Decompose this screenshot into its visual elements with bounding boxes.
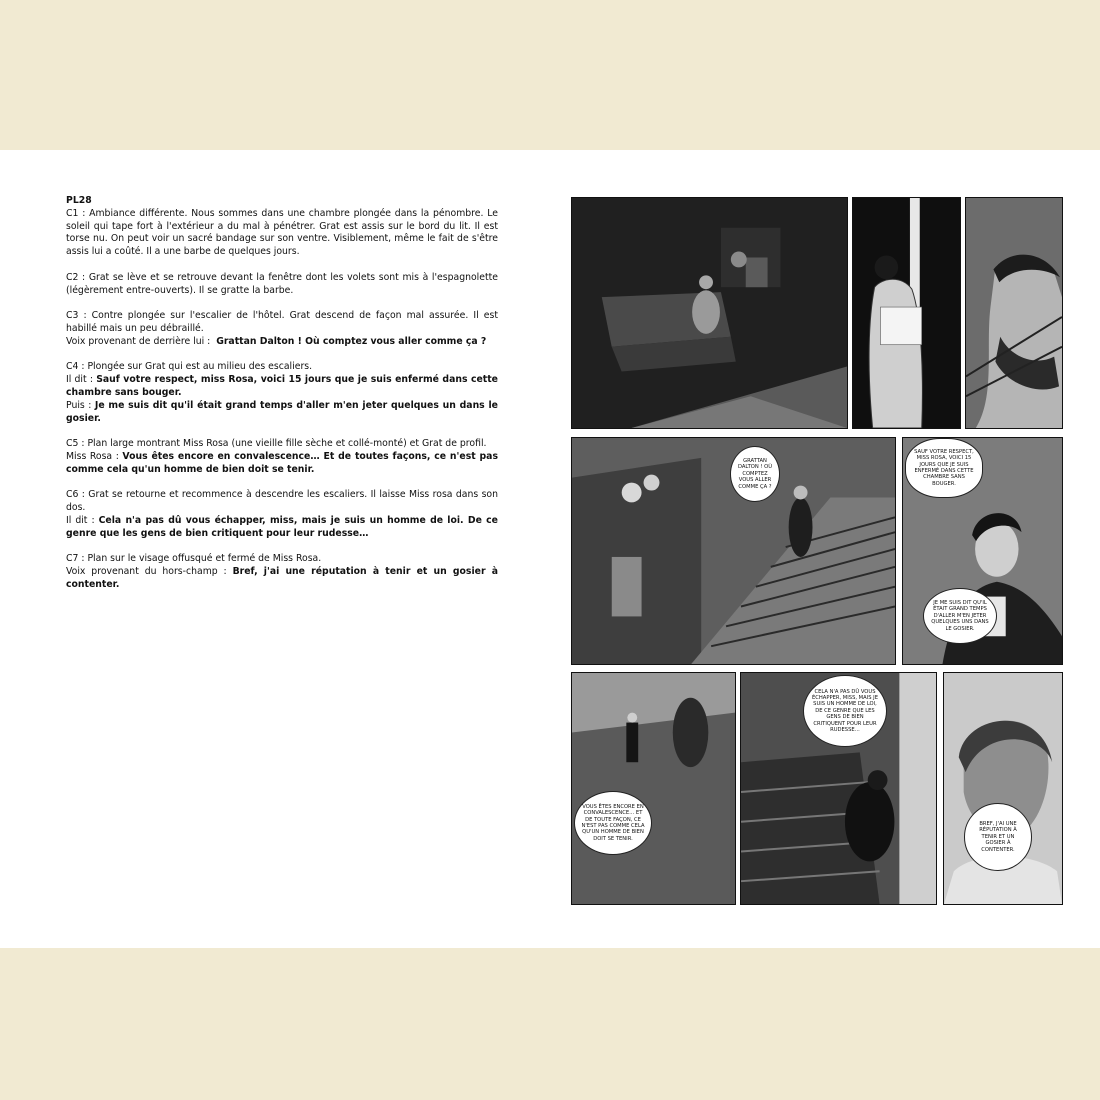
wide-shot-illustration <box>572 673 735 904</box>
panel-grat-leaving <box>740 672 937 905</box>
scene-c4-says-label: Il dit : <box>66 374 93 386</box>
scene-c4-dialogue-2: Je me suis dit qu'il était grand temps d'aller m'en jeter quelques un dans le gosier. <box>66 399 498 424</box>
scene-c5-dialogue: Vous êtes encore en convalescence… Et de toutes façons, ce n'est pas comme cela qu'un homme de bien doit se tenir. <box>66 450 498 475</box>
scene-c7-voice-label: Voix provenant du hors-champ : <box>66 566 227 578</box>
scene-c6 <box>66 489 498 540</box>
scene-c7-dialogue: Bref, j'ai une réputation à tenir et un gosier à contenter. <box>66 566 498 590</box>
bedroom-illustration <box>572 198 847 428</box>
panel-staircase <box>571 437 896 665</box>
scene-c6-says-label: Il dit : <box>66 514 95 526</box>
scene-c1: C1 : Ambiance différente. Nous sommes dans une chambre plongée dans la pénombre. Le soleil qui tape fort à l'extérieur a du mal à pénétrer. Grat est assis sur le bord du lit. Il est torse nu. On peut voir un sacré bandage sur son ventre. Visiblement, même le fait de s'être assis lui a coûté. Il a une barbe de quelques jours. <box>66 207 498 258</box>
panel-grat-closeup <box>902 437 1063 665</box>
page-title: PL28 <box>66 195 92 206</box>
scene-c4 <box>66 361 498 425</box>
panel-window <box>852 197 961 429</box>
face-illustration <box>966 198 1062 428</box>
scene-c4-desc: C4 : Plongée sur Grat qui est au milieu des escaliers. <box>66 361 313 373</box>
scene-c6-desc: C6 : Grat se retourne et recommence à descendre les escaliers. Il laisse Miss rosa dans son dos. <box>66 489 498 514</box>
speech-bubble-4: CELA N'A PAS DÛ VOUS ÉCHAPPER, MISS, MAIS JE SUIS UN HOMME DE LOI, DE CE GENRE QUE LES GENS DE BIEN CRITIQUENT POUR LEUR RUDESSE… <box>803 675 887 747</box>
scene-c3-dialogue: Grattan Dalton ! Où comptez vous aller comme ça ? <box>216 335 487 347</box>
scene-c7-desc: C7 : Plan sur le visage offusqué et fermé de Miss Rosa. <box>66 553 322 565</box>
scene-c5 <box>66 438 498 476</box>
panel-miss-rosa <box>943 672 1063 905</box>
comic-page <box>571 197 1063 905</box>
scene-c5-rosa-label: Miss Rosa : <box>66 450 119 462</box>
scene-c7 <box>66 553 498 591</box>
scene-c4-dialogue-1: Sauf votre respect, miss Rosa, voici 15 jours que je suis enfermé dans cette chambre sans bouger. <box>66 374 498 398</box>
speech-bubble-5: VOUS ÊTES ENCORE EN CONVALESCENCE… ET DE TOUTE FAÇON, CE N'EST PAS COMME CELA QU'UN HOMME DE BIEN DOIT SE TENIR. <box>574 791 652 855</box>
scene-c6-dialogue: Cela n'a pas dû vous échapper, miss, mais je suis un homme de loi. De ce genre que les gens de bien critiquent pour leur rudesse… <box>66 514 498 539</box>
scene-c5-desc: C5 : Plan large montrant Miss Rosa (une vieille fille sèche et collé-monté) et Grat de profil. <box>66 438 487 450</box>
panel-bedroom <box>571 197 848 429</box>
speech-bubble-6: BREF, J'AI UNE RÉPUTATION À TENIR ET UN GOSIER À CONTENTER. <box>964 803 1032 871</box>
scene-c2: C2 : Grat se lève et se retrouve devant la fenêtre dont les volets sont mis à l'espagnolette (légèrement entre-ouverts). Il se gratte la barbe. <box>66 271 498 296</box>
speech-bubble-3: JE ME SUIS DIT QU'IL ÉTAIT GRAND TEMPS D'ALLER M'EN JETER QUELQUES UNS DANS LE GOSIER. <box>923 588 997 644</box>
script-text <box>66 195 498 605</box>
panel-face <box>965 197 1063 429</box>
scene-c4-then-label: Puis : <box>66 399 92 411</box>
top-margin-band <box>0 0 1100 150</box>
scene-c3 <box>66 310 498 348</box>
panel-wide-shot <box>571 672 736 905</box>
scene-c3-voice-label: Voix provenant de derrière lui : <box>66 335 211 347</box>
speech-bubble-2: SAUF VOTRE RESPECT, MISS ROSA, VOICI 15 JOURS QUE JE SUIS ENFERMÉ DANS CETTE CHAMBRE SANS BOUGER. <box>905 438 983 498</box>
window-illustration <box>853 198 960 428</box>
scene-c3-desc: C3 : Contre plongée sur l'escalier de l'hôtel. Grat descend de façon mal assurée. Il est habillé mais un peu débraillé. <box>66 310 498 334</box>
bottom-margin-band <box>0 948 1100 1100</box>
speech-bubble-1: GRATTAN DALTON ! OÙ COMPTEZ VOUS ALLER COMME ÇA ? <box>730 446 780 502</box>
